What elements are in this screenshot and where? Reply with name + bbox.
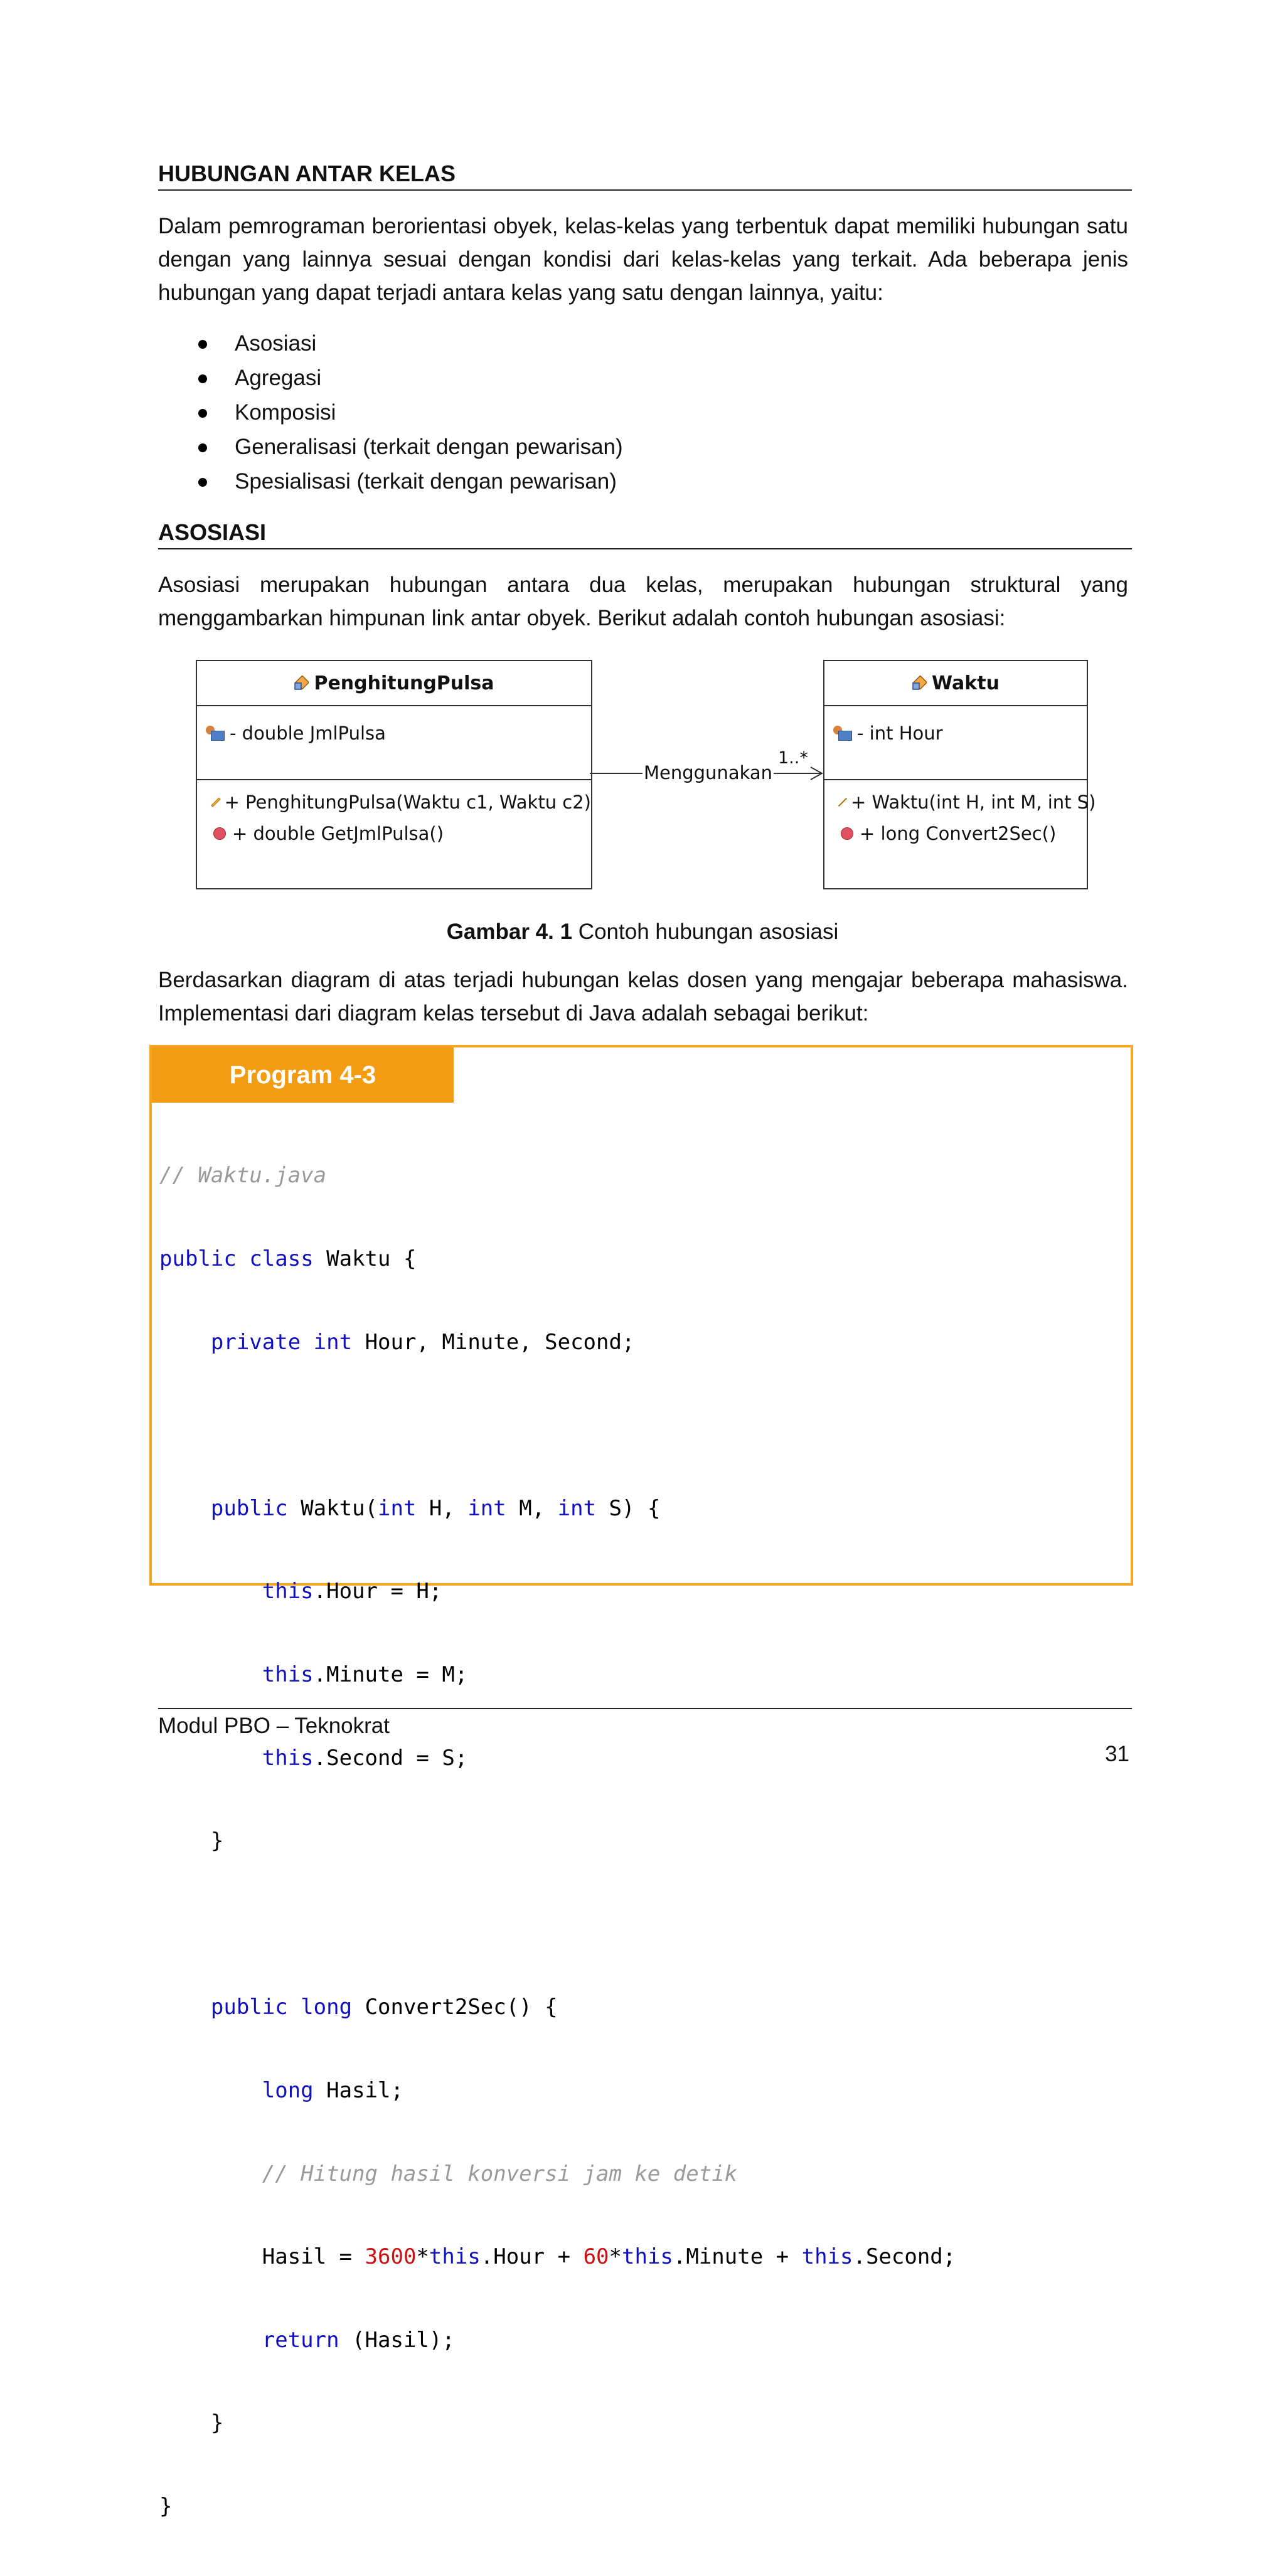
method-icon: [213, 827, 226, 840]
uml-operation: + PenghitungPulsa(Waktu c1, Waktu c2): [212, 787, 591, 818]
bullet-icon: [198, 478, 207, 487]
bullet-icon: [198, 409, 207, 418]
uml-class-waktu: [823, 660, 1096, 889]
bullet-icon: [198, 374, 207, 383]
code-block: [159, 1106, 956, 2576]
footer-text: Modul PBO – Teknokrat: [158, 1714, 390, 1738]
code-line: this.Second = S;: [262, 1745, 468, 1771]
code-line: Hasil = 3600*this.Hour + 60*this.Minute + this.Second;: [262, 2244, 956, 2270]
uml-operations: [197, 780, 591, 849]
uml-attributes: [197, 706, 591, 780]
field-icon: [833, 726, 852, 741]
code-line: public long Convert2Sec() {: [210, 1995, 558, 2020]
section-title-asosiasi: ASOSIASI: [158, 519, 1132, 549]
field-icon: [206, 726, 225, 741]
constructor-icon: [838, 798, 847, 807]
uml-attributes: [824, 706, 1087, 780]
code-line: this.Minute = M;: [262, 1662, 468, 1687]
asosiasi-paragraph-line1: Asosiasi merupakan hubungan antara dua kelas, merupakan hubungan struktural yang: [158, 573, 1128, 597]
multiplicity-label: 1..*: [778, 748, 808, 768]
list-item: Asosiasi: [158, 326, 623, 361]
relation-list: [158, 326, 623, 499]
bullet-icon: [198, 443, 207, 452]
bullet-icon: [198, 340, 207, 349]
uml-class-header: PenghitungPulsa: [197, 661, 591, 706]
code-line: }: [210, 2410, 224, 2436]
code-line: }: [159, 2493, 173, 2519]
intro-paragraph: Dalam pemrograman berorientasi obyek, kelas-kelas yang terbentuk dapat memiliki hubungan satu dengan yang lainnya sesuai dengan kondisi dari kelas-kelas yang terkait. Ada beberapa jenis hubungan yang dapat terjadi antara kelas yang satu dengan lainnya, yaitu:: [158, 214, 1128, 305]
method-icon: [841, 827, 853, 840]
section-title-hubungan: HUBUNGAN ANTAR KELAS: [158, 161, 1132, 191]
code-line: private int Hour, Minute, Second;: [210, 1329, 635, 1355]
uml-class-header: Waktu: [824, 661, 1087, 706]
code-line: [159, 1411, 956, 1439]
class-icon: [294, 676, 309, 691]
list-item: Generalisasi (terkait dengan pewarisan): [158, 430, 623, 464]
uml-operation: + double GetJmlPulsa(): [212, 818, 591, 849]
code-line: // Hitung hasil konversi jam ke detik: [262, 2161, 738, 2186]
uml-operations: [824, 780, 1096, 849]
list-item: Agregasi: [158, 361, 623, 395]
code-line: public class Waktu {: [159, 1246, 417, 1271]
uml-attribute: - double JmlPulsa: [206, 718, 591, 749]
program-label: Program 4-3: [152, 1047, 454, 1103]
code-line: }: [210, 1828, 224, 1854]
constructor-icon: [211, 797, 220, 807]
code-line: public Waktu(int H, int M, int S) {: [210, 1495, 661, 1521]
implementation-paragraph: Berdasarkan diagram di atas terjadi hubungan kelas dosen yang mengajar beberapa mahasiswa. Implementasi dari diagram kelas tersebut di Java adalah sebagai berikut:: [158, 968, 1128, 1026]
uml-operation: + Waktu(int H, int M, int S): [840, 787, 1087, 818]
page-number: 31: [1105, 1742, 1129, 1766]
uml-class-penghitungpulsa: [196, 660, 592, 889]
code-line: // Waktu.java: [159, 1163, 327, 1189]
code-line: this.Hour = H;: [262, 1579, 442, 1604]
code-line: long Hasil;: [262, 2077, 403, 2103]
uml-attribute: - int Hour: [833, 718, 1087, 749]
code-line: return (Hasil);: [262, 2327, 455, 2353]
footer-divider: [158, 1708, 1132, 1709]
asosiasi-paragraph-line2: menggambarkan himpunan link antar obyek. Berikut adalah contoh hubungan asosiasi:: [158, 606, 1006, 630]
class-icon: [912, 676, 927, 691]
list-item: Komposisi: [158, 395, 623, 430]
uml-operation: + long Convert2Sec(): [840, 818, 1087, 849]
figure-caption: Gambar 4. 1 Contoh hubungan asosiasi: [446, 920, 839, 944]
code-line: [159, 1911, 956, 1938]
association-label: Menggunakan: [644, 762, 773, 783]
list-item: Spesialisasi (terkait dengan pewarisan): [158, 464, 623, 499]
